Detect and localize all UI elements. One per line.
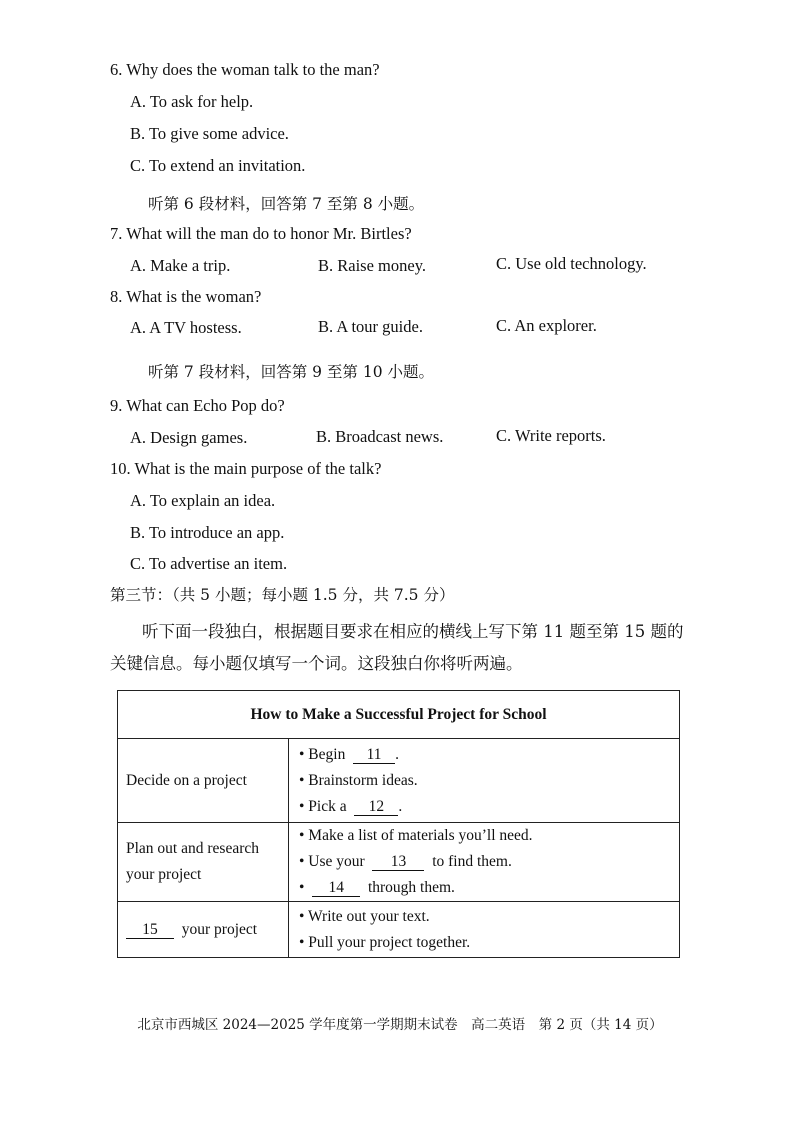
blank-11[interactable]: 11 — [353, 746, 395, 764]
row2-line3-end: through them. — [367, 879, 455, 896]
row3-step-label-text: your project — [181, 920, 258, 938]
blank-14[interactable]: 14 — [312, 879, 360, 897]
row2-line2-text: • Use your — [299, 853, 365, 870]
blank-15[interactable]: 15 — [126, 921, 174, 939]
row1-line2: • Brainstorm ideas. — [299, 771, 418, 789]
question-9-option-a: A. Design games. — [130, 428, 248, 447]
row2-details — [289, 823, 680, 902]
question-6-stem: 6. Why does the woman talk to the man? — [110, 60, 380, 79]
question-6-option-b: B. To give some advice. — [130, 124, 289, 143]
row2-line2 — [299, 849, 679, 875]
question-9-stem: 9. What can Echo Pop do? — [110, 396, 285, 415]
section-3-instruction-line1: 听下面一段独白，根据题目要求在相应的横线上写下第 11 题至第 15 题的 — [142, 622, 684, 641]
row2-line2-end: to find them. — [432, 853, 512, 870]
row1-line3-text: • Pick a — [299, 797, 347, 815]
question-10-stem: 10. What is the main purpose of the talk? — [110, 459, 382, 478]
question-7-stem: 7. What will the man do to honor Mr. Birtles? — [110, 224, 412, 243]
question-9-option-b: B. Broadcast news. — [316, 427, 444, 446]
row2-line3 — [299, 875, 679, 901]
row2-line3-bullet: • — [299, 879, 305, 896]
question-8-stem: 8. What is the woman? — [110, 287, 262, 306]
question-7-option-b: B. Raise money. — [318, 256, 426, 275]
question-6-option-a: A. To ask for help. — [130, 92, 254, 111]
page-footer: 北京市西城区 2024—2025 学年度第一学期期末试卷 高二英语 第 2 页（共 14 页） — [137, 1017, 663, 1033]
row1-line3 — [299, 794, 679, 820]
row3-line2: • Pull your project together. — [299, 933, 471, 951]
section-3-heading: 第三节：（共 5 小题；每小题 1.5 分，共 7.5 分） — [110, 586, 455, 604]
section-3-instruction-line2: 关键信息。每小题仅填写一个词。这段独白你将听两遍。 — [110, 654, 523, 673]
row1-line1-end: . — [395, 745, 399, 763]
row3-step-label — [118, 902, 289, 958]
question-10-option-b: B. To introduce an app. — [130, 523, 285, 542]
blank-13[interactable]: 13 — [372, 853, 424, 871]
question-10-option-c: C. To advertise an item. — [130, 554, 288, 573]
section-intro-7: 听第 7 段材料，回答第 9 至第 10 小题。 — [148, 363, 435, 381]
section-intro-6: 听第 6 段材料，回答第 7 至第 8 小题。 — [148, 195, 425, 213]
question-7-option-a: A. Make a trip. — [130, 256, 231, 275]
row1-line3-end: . — [398, 797, 403, 815]
row2-step-label-line2: your project — [126, 866, 202, 883]
row1-details — [289, 739, 680, 823]
question-6-option-c: C. To extend an invitation. — [130, 156, 306, 175]
row1-step-label: Decide on a project — [118, 739, 289, 823]
question-7-option-c: C. Use old technology. — [496, 254, 647, 273]
row2-step-label-line1: Plan out and research — [126, 840, 259, 857]
row2-step-label — [118, 823, 289, 902]
row2-line1: • Make a list of materials you’ll need. — [299, 827, 533, 844]
row3-details — [289, 902, 680, 958]
blank-12[interactable]: 12 — [354, 798, 398, 816]
question-9-option-c: C. Write reports. — [496, 426, 606, 445]
question-8-option-a: A. A TV hostess. — [130, 318, 242, 337]
question-8-option-b: B. A tour guide. — [318, 317, 423, 336]
question-8-option-c: C. An explorer. — [496, 316, 597, 335]
row1-line1 — [299, 742, 679, 768]
row1-line1-text: • Begin — [299, 745, 346, 763]
table-title: How to Make a Successful Project for School — [118, 691, 680, 739]
project-steps-table — [117, 690, 680, 958]
row3-line1: • Write out your text. — [299, 907, 430, 925]
question-10-option-a: A. To explain an idea. — [130, 491, 276, 510]
